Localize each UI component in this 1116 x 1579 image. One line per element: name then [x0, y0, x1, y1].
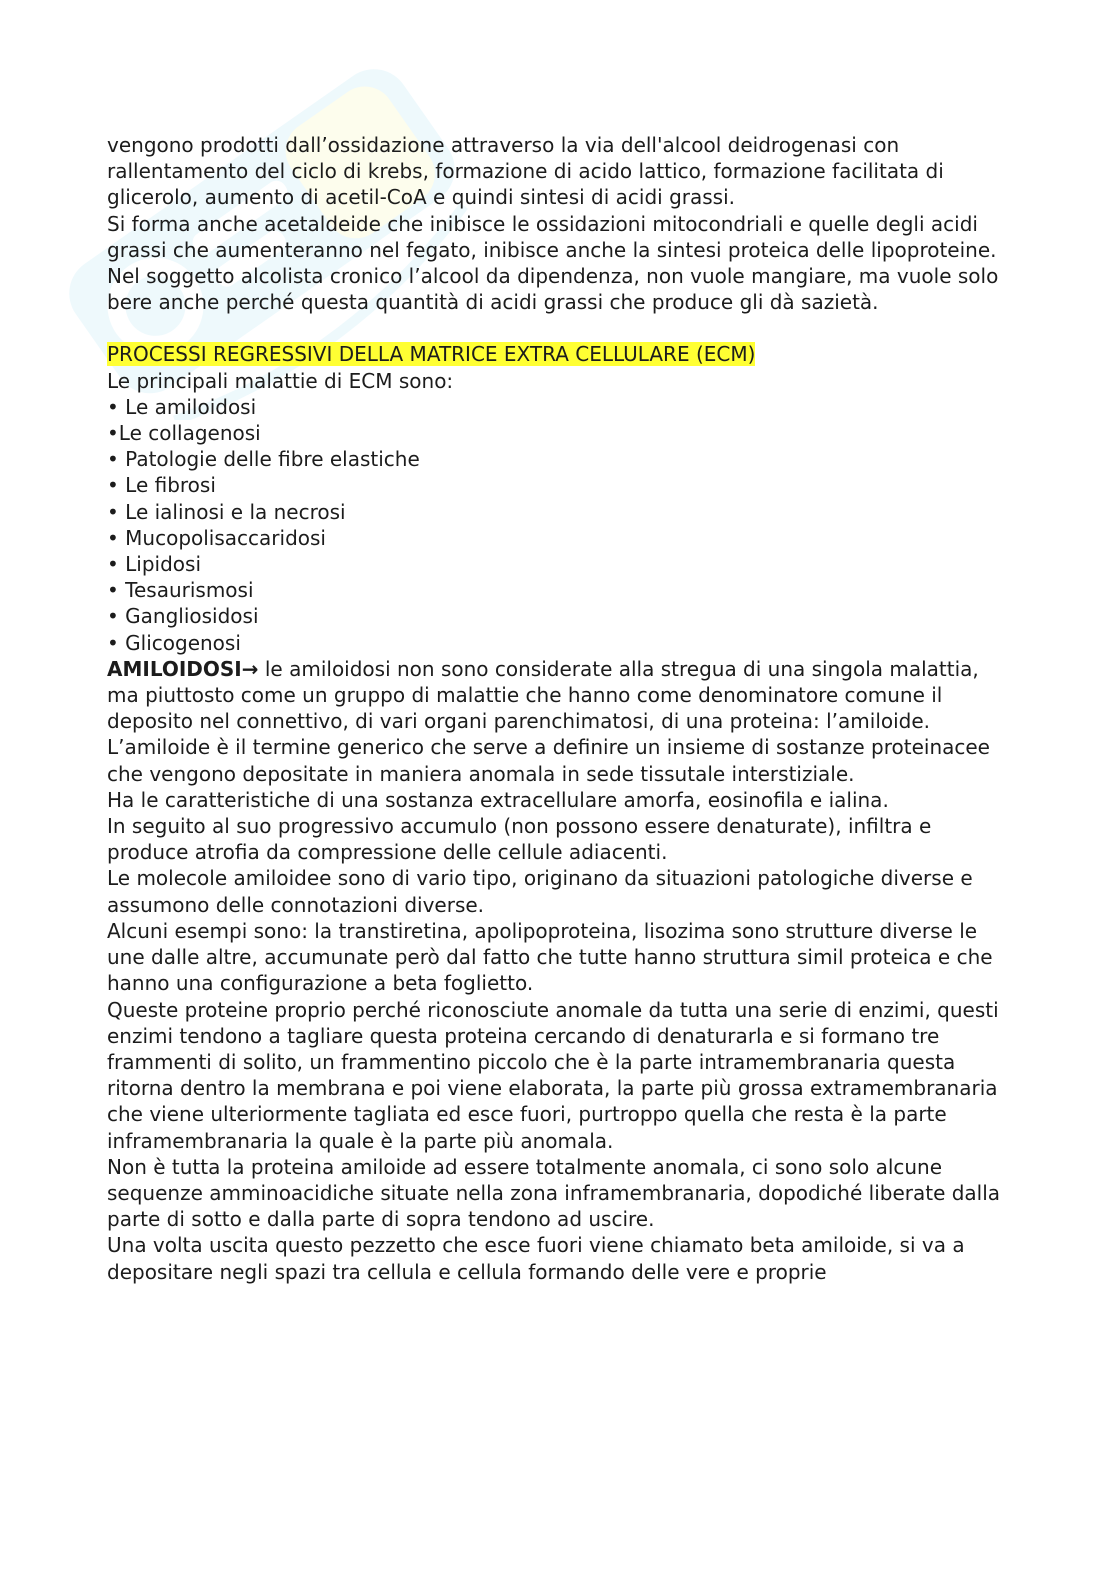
list-item: • Mucopolisaccaridosi	[107, 525, 326, 550]
paragraph: vengono prodotti dall’ossidazione attraverso la via dell'alcool deidrogenasi con rallentamento del ciclo di krebs, formazione di acido lattico, formazione facilitata di glicerolo, aumento di acetil-CoA e quindi sintesi di acidi grassi.	[107, 133, 944, 210]
paragraph: Nel soggetto alcolista cronico l’alcool da dipendenza, non vuole mangiare, ma vuole solo bere anche perché questa quantità di acidi grassi che produce gli dà sazietà.	[107, 264, 999, 315]
paragraph: Si forma anche acetaldeide che inibisce le ossidazioni mitocondriali e quelle degli acidi grassi che aumenteranno nel fegato, inibisce anche la sintesi proteica delle lipoproteine.	[107, 211, 997, 262]
list-item: •Le collagenosi	[107, 421, 261, 446]
list-item: • Le amiloidosi	[107, 394, 257, 419]
list-item: • Le ialinosi e la necrosi	[107, 499, 346, 524]
amiloidosi-paragraph	[107, 656, 1007, 735]
section-heading: PROCESSI REGRESSIVI DELLA MATRICE EXTRA CELLULARE (ECM)	[107, 342, 756, 367]
list-item: • Gangliosidosi	[107, 604, 259, 629]
list-item: • Le fibrosi	[107, 473, 216, 498]
paragraph: In seguito al suo progressivo accumulo (non possono essere denaturate), infiltra e produce atrofia da compressione delle cellule adiacenti.	[107, 814, 932, 865]
amiloidosi-term: AMILOIDOSI	[107, 656, 242, 681]
paragraph: Alcuni esempi sono: la transtiretina, apolipoproteina, lisozima sono strutture diverse le une dalle altre, accumunate però dal fatto che tutte hanno struttura simil proteica e che hanno una configurazione a beta foglietto.	[107, 918, 993, 996]
list-item: • Glicogenosi	[107, 630, 241, 655]
paragraph: Le molecole amiloidee sono di vario tipo, originano da situazioni patologiche diverse e assumono delle connotazioni diverse.	[107, 866, 973, 917]
paragraph: Ha le caratteristiche di una sostanza extracellulare amorfa, eosinofila e ialina.	[107, 787, 889, 812]
arrow-right-icon: →	[241, 656, 259, 681]
paragraph: Non è tutta la proteina amiloide ad essere totalmente anomala, ci sono solo alcune sequenze amminoacidiche situate nella zona inframembranaria, dopodiché liberate dalla parte di sotto e dalla parte di sopra tendono ad uscire.	[107, 1154, 1001, 1232]
list-item: • Patologie delle fibre elastiche	[107, 447, 420, 472]
list-item: • Lipidosi	[107, 552, 202, 577]
document-body	[107, 132, 1007, 1285]
amiloidosi-definition: le amiloidosi non sono considerate alla stregua di una singola malattia, ma piuttosto come un gruppo di malattie che hanno come denominatore comune il deposito nel connettivo, di vari organi parenchimatosi, di una proteina: l’amiloide.	[107, 656, 979, 734]
blank-line	[107, 315, 1007, 341]
paragraph: L’amiloide è il termine generico che serve a definire un insieme di sostanze proteinacee che vengono depositate in maniera anomala in sede tissutale interstiziale.	[107, 735, 990, 786]
list-item: • Tesaurismosi	[107, 578, 254, 603]
list-intro: Le principali malattie di ECM sono:	[107, 368, 454, 393]
disease-list	[107, 394, 1007, 656]
paragraph: Una volta uscita questo pezzetto che esce fuori viene chiamato beta amiloide, si va a depositare negli spazi tra cellula e cellula formando delle vere e proprie	[107, 1233, 965, 1284]
section-heading-line	[107, 341, 1007, 367]
paragraph: Queste proteine proprio perché riconosciute anomale da tutta una serie di enzimi, questi enzimi tendono a tagliare questa proteina cercando di denaturarla e si formano tre frammenti di solito, un frammentino piccolo che è la parte intramembranaria questa ritorna dentro la membrana e poi viene elaborata, la parte più grossa extramembranaria che viene ulteriormente tagliata ed esce fuori, purtroppo quella che resta è la parte inframembranaria la quale è la parte più anomala.	[107, 997, 999, 1153]
